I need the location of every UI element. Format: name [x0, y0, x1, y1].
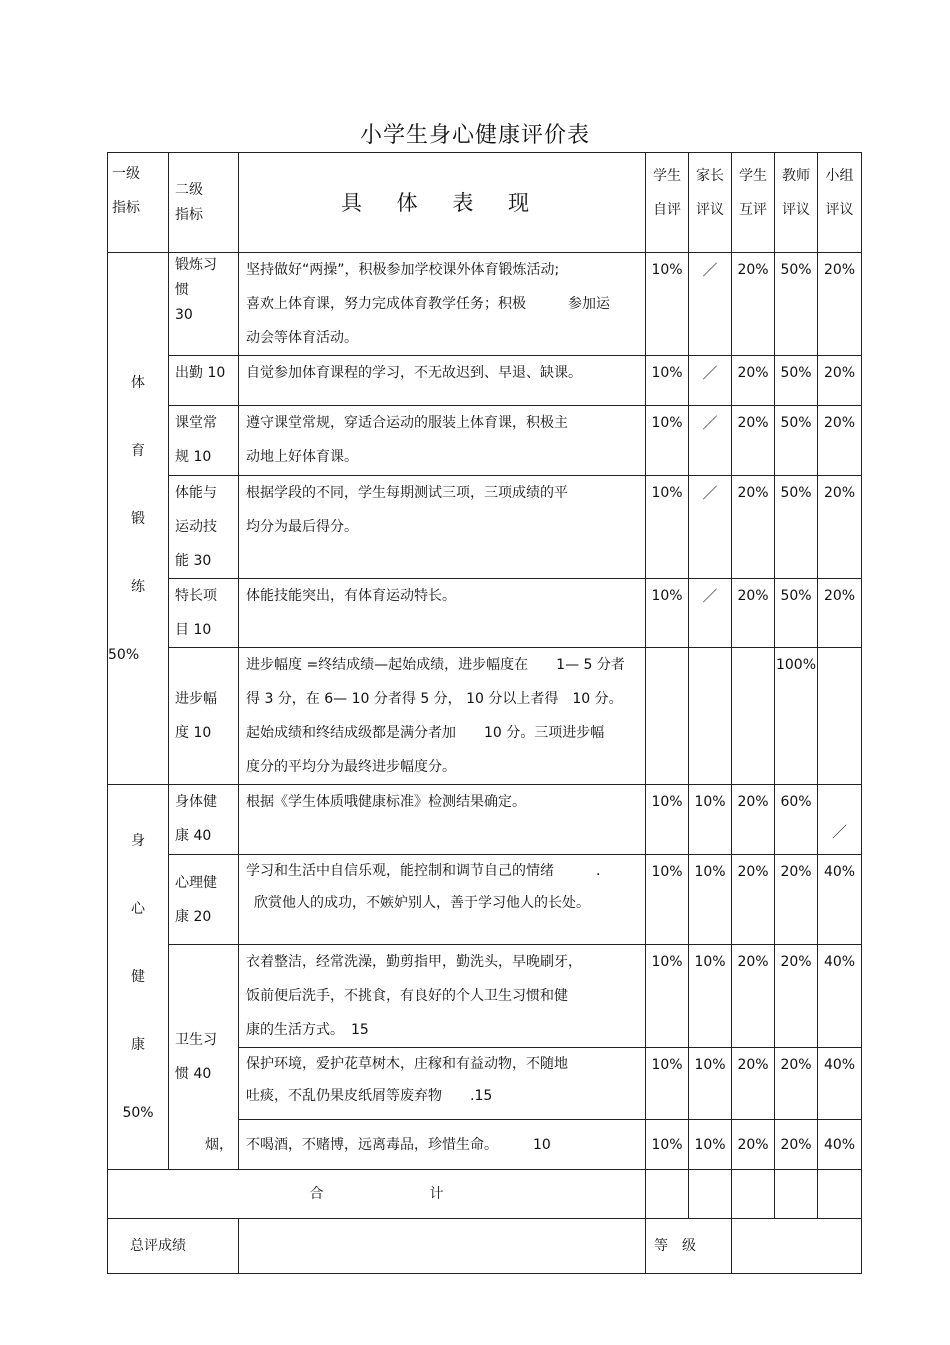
score-cell: 10% — [646, 579, 689, 648]
level2-cell: 体能与 运动技 能 30 — [169, 476, 239, 579]
final-score-row — [108, 1219, 862, 1274]
score-cell: 60% — [775, 785, 818, 855]
level2-cell: 特长项 目 10 — [169, 579, 239, 648]
section-pe-name: 体 育 锻 练 50% — [108, 253, 169, 785]
score-cell: ／ — [689, 476, 732, 579]
score-cell: 10% — [689, 785, 732, 855]
level2-cell: 锻炼习 惯 30 — [169, 253, 239, 356]
header-description: 具 体 表 现 — [239, 153, 646, 253]
score-cell: ／ — [689, 356, 732, 406]
score-cell: 20% — [818, 253, 862, 356]
page-title: 小学生身心健康评价表 — [359, 123, 590, 148]
description-cell: 体能技能突出，有体育运动特长。 — [239, 579, 646, 648]
final-score-value — [239, 1219, 646, 1274]
score-cell: 20% — [775, 1048, 818, 1120]
description-cell: 进步幅度 =终结成绩—起始成绩，进步幅度在 1— 5 分者 得 3 分，在 6— 10 分者得 5 分， 10 分以上者得 10 分。 起始成绩和终结成级都是满分者加 10 分。三项进步幅 度分的平均分为最终进步幅度分。 — [239, 648, 646, 785]
description-cell: 烟， 不喝酒，不赌博，远离毒品，珍惜生命。 10 — [239, 1120, 646, 1170]
score-cell: 100% — [775, 648, 818, 785]
score-cell: 10% — [646, 406, 689, 476]
score-cell: 50% — [775, 476, 818, 579]
description-cell: 自觉参加体育课程的学习，不无故迟到、早退、缺课。 — [239, 356, 646, 406]
score-cell: 40% — [818, 855, 862, 945]
score-cell: 20% — [732, 579, 775, 648]
header-parent-eval: 家长 评议 — [689, 153, 732, 253]
level2-cell: 身体健 康 40 — [169, 785, 239, 855]
score-cell: 10% — [689, 855, 732, 945]
header-level1: 一级 指标 — [108, 153, 169, 253]
score-cell: 20% — [732, 476, 775, 579]
score-cell: 10% — [646, 785, 689, 855]
score-cell: 10% — [646, 476, 689, 579]
header-level2: 二级 指标 — [169, 153, 239, 253]
table-row — [108, 253, 862, 356]
section-health-name: 身 心 健 康 50% — [108, 785, 169, 1170]
header-self-eval: 学生 自评 — [646, 153, 689, 253]
score-cell: 20% — [732, 945, 775, 1048]
evaluation-table — [107, 152, 862, 1274]
header-peer-eval: 学生 互评 — [732, 153, 775, 253]
score-cell: ／ — [689, 406, 732, 476]
level2-cell: 出勤 10 — [169, 356, 239, 406]
score-cell: 10% — [646, 945, 689, 1048]
table-row — [108, 945, 862, 1048]
total-label: 合 计 — [108, 1170, 646, 1219]
header-teacher-eval: 教师 评议 — [775, 153, 818, 253]
grade-label: 等 级 — [646, 1219, 732, 1274]
score-cell: 10% — [689, 1048, 732, 1120]
score-cell: 10% — [689, 1120, 732, 1170]
description-cell: 根据《学生体质哦健康标准》检测结果确定。 — [239, 785, 646, 855]
score-cell — [689, 648, 732, 785]
description-cell: 衣着整洁，经常洗澡，勤剪指甲，勤洗头，早晚刷牙， 饭前便后洗手，不挑食，有良好的个人卫生习惯和健 康的生活方式。 15 — [239, 945, 646, 1048]
score-cell: 20% — [732, 253, 775, 356]
score-cell: ／ — [689, 579, 732, 648]
score-cell: 50% — [775, 356, 818, 406]
table-row — [108, 785, 862, 855]
score-cell: 10% — [646, 855, 689, 945]
score-cell: 10% — [646, 1120, 689, 1170]
table-row — [108, 406, 862, 476]
score-cell — [775, 1170, 818, 1219]
score-cell: 20% — [732, 356, 775, 406]
total-row — [108, 1170, 862, 1219]
header-group-eval: 小组 评议 — [818, 153, 862, 253]
score-cell: 20% — [732, 785, 775, 855]
score-cell: 50% — [775, 253, 818, 356]
score-cell: 50% — [775, 579, 818, 648]
score-cell: 10% — [646, 253, 689, 356]
table-row — [108, 648, 862, 785]
score-cell: 40% — [818, 945, 862, 1048]
score-cell — [818, 648, 862, 785]
score-cell — [818, 1170, 862, 1219]
grade-value — [732, 1219, 862, 1274]
table-row — [108, 356, 862, 406]
score-cell: ／ — [818, 785, 862, 855]
score-cell: 20% — [775, 855, 818, 945]
score-cell: 40% — [818, 1048, 862, 1120]
score-cell: 20% — [732, 855, 775, 945]
description-cell: 学习和生活中自信乐观，能控制和调节自己的情绪 . 欣赏他人的成功，不嫉妒别人，善于学习他人的长处。 — [239, 855, 646, 945]
score-cell: 40% — [818, 1120, 862, 1170]
score-cell: 20% — [775, 945, 818, 1048]
score-cell — [646, 648, 689, 785]
score-cell: 20% — [818, 406, 862, 476]
level2-cell: 课堂常 规 10 — [169, 406, 239, 476]
table-row — [108, 579, 862, 648]
score-cell: 20% — [732, 1120, 775, 1170]
table-header-row — [108, 153, 862, 253]
description-cell: 遵守课堂常规，穿适合运动的服装上体育课，积极主 动地上好体育课。 — [239, 406, 646, 476]
description-cell: 保护环境，爱护花草树木，庄稼和有益动物，不随地 吐痰，不乱仍果皮纸屑等废弃物 .15 — [239, 1048, 646, 1120]
score-cell: 20% — [732, 406, 775, 476]
level2-cell: 卫生习 惯 40 — [169, 945, 239, 1170]
score-cell: 20% — [818, 579, 862, 648]
score-cell: 20% — [818, 356, 862, 406]
final-score-label: 总评成绩 — [108, 1219, 239, 1274]
score-cell — [646, 1170, 689, 1219]
score-cell: 10% — [646, 356, 689, 406]
score-cell: 10% — [689, 945, 732, 1048]
score-cell: 20% — [732, 1048, 775, 1120]
score-cell: 10% — [646, 1048, 689, 1120]
table-row — [108, 855, 862, 945]
score-cell — [732, 648, 775, 785]
score-cell: ／ — [689, 253, 732, 356]
score-cell: 50% — [775, 406, 818, 476]
description-cell: 坚持做好“两操”，积极参加学校课外体育锻炼活动; 喜欢上体育课，努力完成体育教学任务；积极 参加运 动会等体育活动。 — [239, 253, 646, 356]
description-cell: 根据学段的不同，学生每期测试三项，三项成绩的平 均分为最后得分。 — [239, 476, 646, 579]
score-cell: 20% — [775, 1120, 818, 1170]
level2-cell: 心理健 康 20 — [169, 855, 239, 945]
score-cell — [732, 1170, 775, 1219]
score-cell: 20% — [818, 476, 862, 579]
table-row — [108, 476, 862, 579]
score-cell — [689, 1170, 732, 1219]
level2-cell: 进步幅 度 10 — [169, 648, 239, 785]
